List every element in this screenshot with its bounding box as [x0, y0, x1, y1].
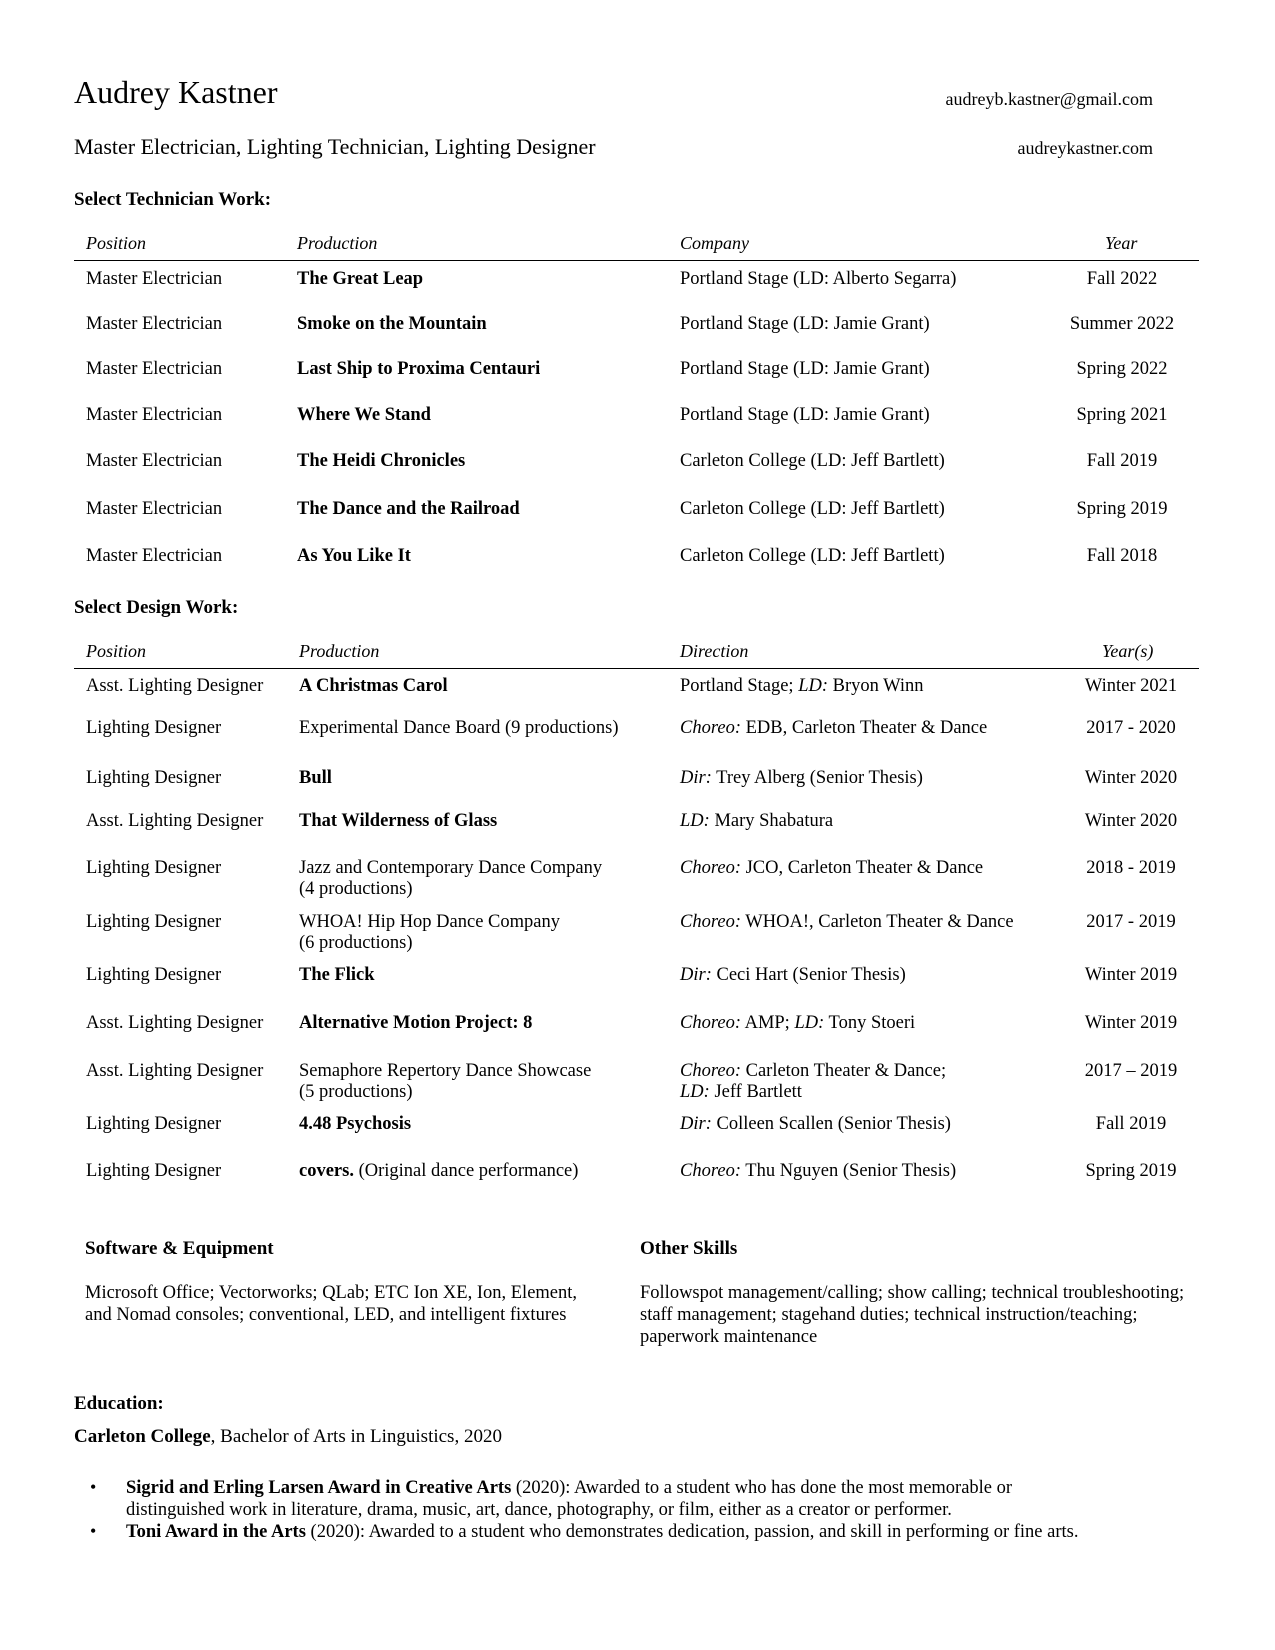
other-skills-heading: Other Skills	[640, 1238, 738, 1259]
cell-position: Lighting Designer	[86, 768, 222, 788]
cell-year: 2017 – 2019	[1084, 1061, 1178, 1081]
cell-company: Portland Stage (LD: Jamie Grant)	[680, 359, 930, 379]
cell-year: Winter 2019	[1084, 1013, 1178, 1033]
tech-header-production: Production	[297, 233, 378, 253]
tech-header-position: Position	[86, 233, 147, 253]
resume-title: Master Electrician, Lighting Technician, Lighting Designer	[74, 134, 596, 159]
cell-position: Lighting Designer	[86, 858, 222, 878]
cell-direction: Dir: Trey Alberg (Senior Thesis)	[680, 768, 923, 788]
cell-direction: Dir: Colleen Scallen (Senior Thesis)	[680, 1114, 951, 1134]
cell-year: 2017 - 2020	[1086, 718, 1176, 738]
cell-production: Semaphore Repertory Dance Showcase (5 productions)	[299, 1061, 592, 1102]
cell-year: Fall 2022	[1086, 269, 1158, 289]
cell-production: WHOA! Hip Hop Dance Company (6 productions)	[299, 912, 560, 953]
other-skills-text: Followspot management/calling; show calling; technical troubleshooting; staff management; stagehand duties; technical instruction/teaching; paperwork maintenance	[640, 1283, 1185, 1347]
cell-direction: Portland Stage; LD: Bryon Winn	[680, 676, 924, 696]
cell-position: Asst. Lighting Designer	[86, 1061, 264, 1081]
cell-production: As You Like It	[297, 546, 411, 566]
cell-company: Carleton College (LD: Jeff Bartlett)	[680, 451, 945, 471]
cell-direction: Choreo: JCO, Carleton Theater & Dance	[680, 858, 984, 878]
design-header-rule	[74, 668, 1199, 669]
cell-position: Master Electrician	[86, 451, 223, 471]
design-header-years: Year(s)	[1102, 641, 1154, 661]
cell-direction: Choreo: WHOA!, Carleton Theater & Dance	[680, 912, 1014, 932]
cell-production: covers. (Original dance performance)	[299, 1161, 579, 1181]
cell-year: Fall 2018	[1086, 546, 1158, 566]
cell-direction: Choreo: Thu Nguyen (Senior Thesis)	[680, 1161, 957, 1181]
cell-position: Master Electrician	[86, 499, 223, 519]
design-section-title: Select Design Work:	[74, 597, 239, 618]
cell-position: Lighting Designer	[86, 965, 222, 985]
software-heading: Software & Equipment	[85, 1238, 274, 1259]
email-link[interactable]: audreyb.kastner@gmail.com	[945, 89, 1153, 109]
cell-direction: Choreo: AMP; LD: Tony Stoeri	[680, 1013, 916, 1033]
website-link[interactable]: audreykastner.com	[1017, 138, 1153, 158]
cell-position: Asst. Lighting Designer	[86, 676, 264, 696]
cell-position: Master Electrician	[86, 359, 223, 379]
tech-header-rule	[74, 260, 1199, 261]
cell-position: Lighting Designer	[86, 1161, 222, 1181]
design-header-position: Position	[86, 641, 147, 661]
cell-year: Spring 2019	[1085, 1161, 1177, 1181]
bullet-dot: •	[90, 1521, 97, 1541]
cell-production: Where We Stand	[297, 405, 431, 425]
cell-production: Jazz and Contemporary Dance Company (4 productions)	[299, 858, 603, 899]
cell-position: Lighting Designer	[86, 718, 222, 738]
bullet-dot: •	[90, 1477, 97, 1497]
cell-position: Master Electrician	[86, 314, 223, 334]
cell-production: Experimental Dance Board (9 productions)	[299, 718, 619, 738]
cell-year: Summer 2022	[1069, 314, 1175, 334]
cell-production: The Heidi Chronicles	[297, 451, 466, 471]
cell-year: Spring 2022	[1076, 359, 1168, 379]
cell-production: The Great Leap	[297, 269, 424, 289]
tech-header-year: Year	[1105, 233, 1138, 253]
cell-production: Alternative Motion Project: 8	[299, 1013, 533, 1033]
cell-position: Lighting Designer	[86, 912, 222, 932]
technician-section-title: Select Technician Work:	[74, 189, 272, 210]
cell-year: Winter 2020	[1084, 811, 1178, 831]
award-item: Sigrid and Erling Larsen Award in Creative Arts (2020): Awarded to a student who has done the most memorable or distinguished work in literature, drama, music, art, dance, photography, or film, either as a creator or performer.	[126, 1478, 1013, 1520]
cell-production: The Dance and the Railroad	[297, 499, 520, 519]
cell-company: Portland Stage (LD: Alberto Segarra)	[680, 269, 957, 289]
cell-position: Master Electrician	[86, 269, 223, 289]
cell-direction: LD: Mary Shabatura	[680, 811, 834, 831]
cell-production: The Flick	[299, 965, 375, 985]
cell-production: A Christmas Carol	[299, 676, 448, 696]
cell-position: Master Electrician	[86, 405, 223, 425]
cell-company: Carleton College (LD: Jeff Bartlett)	[680, 499, 945, 519]
cell-company: Portland Stage (LD: Jamie Grant)	[680, 314, 930, 334]
award-item: Toni Award in the Arts (2020): Awarded to a student who demonstrates dedication, passion, and skill in performing or fine arts.	[126, 1522, 1079, 1542]
cell-year: Winter 2019	[1084, 965, 1178, 985]
cell-year: 2018 - 2019	[1086, 858, 1176, 878]
cell-position: Lighting Designer	[86, 1114, 222, 1134]
cell-company: Carleton College (LD: Jeff Bartlett)	[680, 546, 945, 566]
cell-direction: Choreo: EDB, Carleton Theater & Dance	[680, 718, 988, 738]
cell-production: Last Ship to Proxima Centauri	[297, 359, 541, 379]
design-header-production: Production	[299, 641, 380, 661]
cell-year: Fall 2019	[1095, 1114, 1167, 1134]
cell-production: That Wilderness of Glass	[299, 811, 498, 831]
design-header-direction: Direction	[680, 641, 749, 661]
cell-year: Fall 2019	[1086, 451, 1158, 471]
resume-name: Audrey Kastner	[74, 74, 278, 110]
cell-production: 4.48 Psychosis	[299, 1114, 412, 1134]
cell-year: Winter 2020	[1084, 768, 1178, 788]
cell-position: Master Electrician	[86, 546, 223, 566]
tech-header-company: Company	[680, 233, 749, 253]
education-degree: Carleton College, Bachelor of Arts in Linguistics, 2020	[74, 1426, 502, 1447]
education-section-title: Education:	[74, 1393, 164, 1414]
cell-production: Smoke on the Mountain	[297, 314, 487, 334]
cell-direction: Dir: Ceci Hart (Senior Thesis)	[680, 965, 906, 985]
cell-position: Asst. Lighting Designer	[86, 811, 264, 831]
cell-direction: Choreo: Carleton Theater & Dance; LD: Jeff Bartlett	[680, 1061, 947, 1102]
cell-year: Winter 2021	[1084, 676, 1178, 696]
cell-production: Bull	[299, 768, 332, 788]
cell-company: Portland Stage (LD: Jamie Grant)	[680, 405, 930, 425]
cell-year: Spring 2019	[1076, 499, 1168, 519]
cell-position: Asst. Lighting Designer	[86, 1013, 264, 1033]
software-text: Microsoft Office; Vectorworks; QLab; ETC Ion XE, Ion, Element, and Nomad consoles; conventional, LED, and intelligent fixtures	[85, 1283, 578, 1325]
cell-year: 2017 - 2019	[1086, 912, 1176, 932]
cell-year: Spring 2021	[1076, 405, 1168, 425]
